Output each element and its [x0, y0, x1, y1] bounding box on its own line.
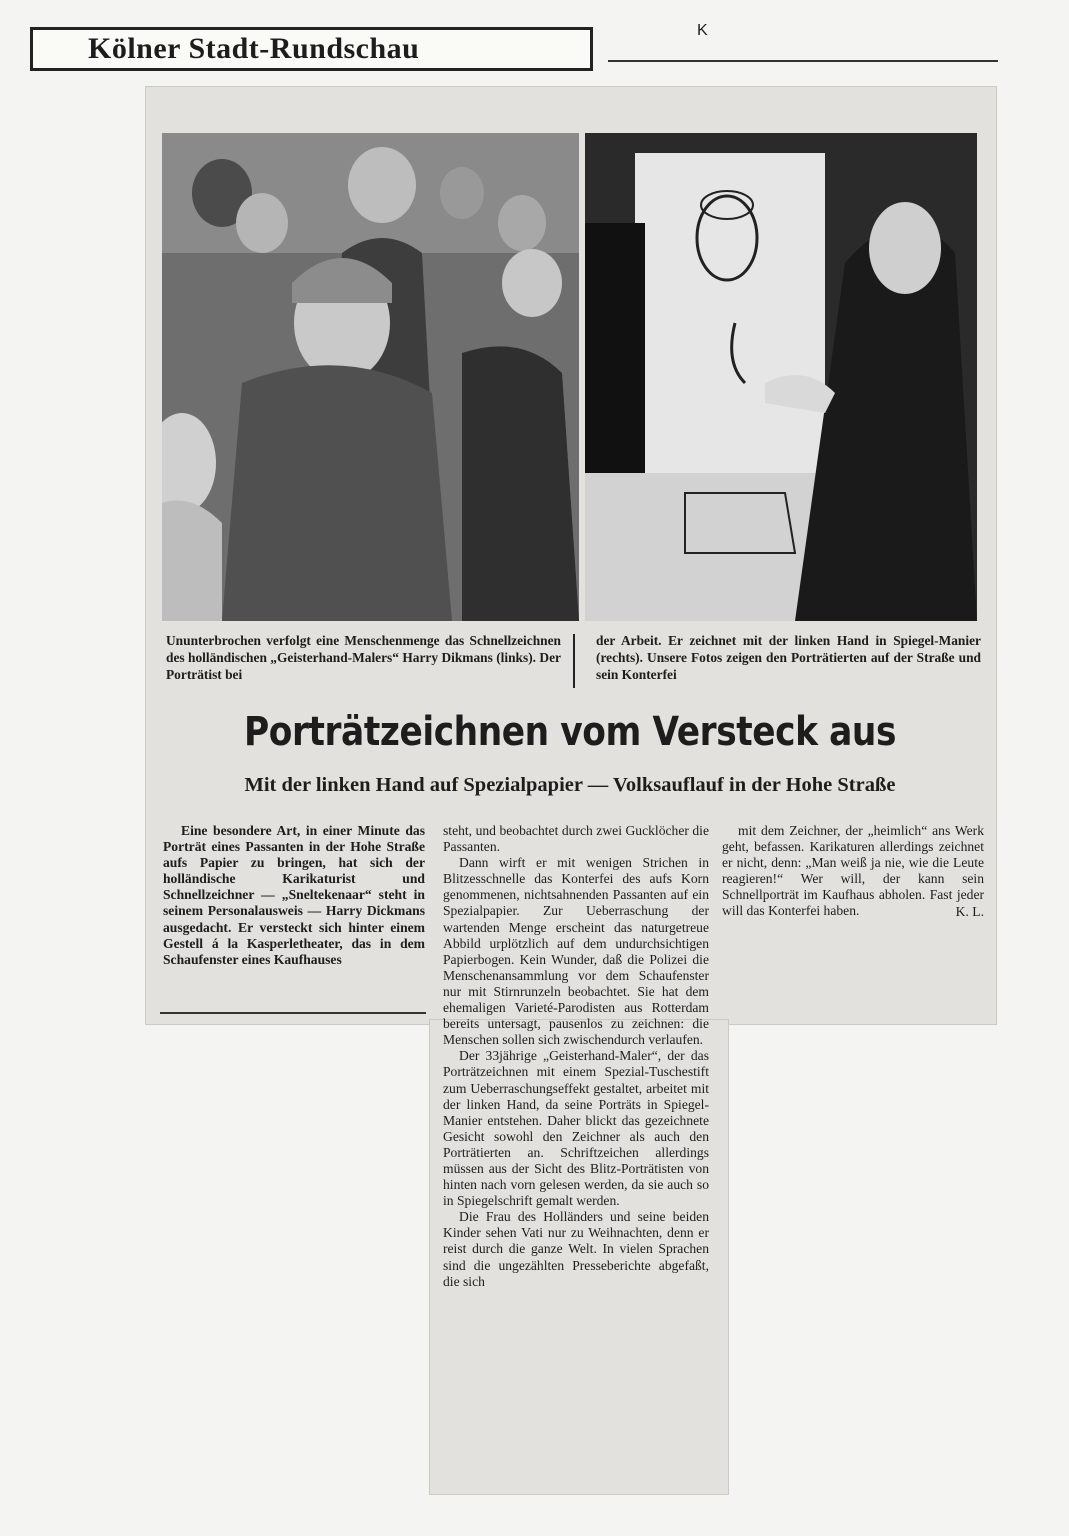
article-column-3: [722, 823, 984, 920]
paragraph: Dann wirft er mit wenigen Strichen in Blitzesschnelle das Konterfei des aufs Korn genommenen, nichtsahnenden Passanten auf ein Spezialpapier. Zur Ueberraschung der wartenden Menge erscheint das naturgetreue Abbild urplötzlich auf dem undurchsichtigen Papierbogen. Kein Wunder, daß die Polizei die Menschenansammlung vor dem Schaufenster nur mit Stirnrunzeln beobachtet. Sie hat dem ehemaligen Varieté-Parodisten aus Rotterdam bereits untersagt, pausenlos zu zeichnen: die Menschen sollen sich zwischendurch verlaufen.: [443, 855, 709, 1048]
column-rule: [160, 1012, 426, 1014]
paragraph: mit dem Zeichner, der „heimlich“ ans Werk geht, befassen. Karikaturen allerdings zeichnet er nicht, denn: „Man weiß ja nie, wie die Leute reagieren!“ Wer will, der kann sein Schnellporträt im Kaufhaus abholen. Fast jeder will das Konterfei haben.: [722, 823, 984, 919]
paragraph: steht, und beobachtet durch zwei Gucklöcher die Passanten.: [443, 823, 709, 855]
photo-caption-right: der Arbeit. Er zeichnet mit der linken Hand in Spiegel-Manier (rechts). Unsere Fotos zeigen den Porträtierten auf der Straße und sein Konterfei: [596, 633, 981, 682]
subheadline: Mit der linken Hand auf Spezialpapier — Volksauflauf in der Hohe Straße: [244, 774, 896, 796]
author-signature: K. L.: [955, 903, 984, 919]
paragraph: Die Frau des Holländers und seine beiden Kinder sehen Vati nur zu Weihnachten, denn er reist durch die ganze Welt. In vielen Sprachen sind die ungezählten Presseberichte abgefaßt, die sich: [443, 1209, 709, 1289]
photo-crowd: [162, 133, 579, 621]
paragraph: Der 33jährige „Geisterhand-Maler“, der das Porträtzeichnen mit einem Spezial-Tuschestift zum Ueberraschungseffekt gestaltet, arbeitet mit der linken Hand, da seine Porträts in Spiegel-Manier entstehen. Daher blickt das gezeichnete Gesicht sowohl den Zeichner als auch den Porträtierten an. Schriftzeichen allerdings müssen aus der Sicht des Blitz-Porträtisten von hinten nach vorn gelesen werden, da sie auch so in Spiegelschrift gemalt werden.: [443, 1048, 709, 1209]
photo-artist-drawing: [585, 133, 977, 621]
article-column-2: [443, 823, 709, 1290]
masthead-rule: [608, 60, 998, 62]
photo-caption-left: Ununterbrochen verfolgt eine Menschenmenge das Schnellzeichnen des holländischen „Geisterhand-Malers“ Harry Dikmans (links). Der Porträtist bei: [166, 633, 561, 682]
masthead: [30, 27, 593, 71]
caption-divider: [573, 634, 575, 688]
article-column-1: [163, 823, 425, 968]
edition-mark: K: [697, 22, 708, 39]
masthead-title: Kölner Stadt-Rundschau: [88, 32, 420, 65]
lead-paragraph: Eine besondere Art, in einer Minute das Porträt eines Passanten in der Hohe Straße aufs Papier zu bringen, hat sich der holländische Karikaturist und Schnellzeichner — „Sneltekenaar“ steht in seinem Personalausweis — Harry Dickmans ausgedacht. Er versteckt sich hinter einem Gestell á la Kasperletheater, das in dem Schaufenster eines Kaufhauses: [163, 823, 425, 967]
headline: Porträtzeichnen vom Versteck aus: [243, 709, 897, 755]
